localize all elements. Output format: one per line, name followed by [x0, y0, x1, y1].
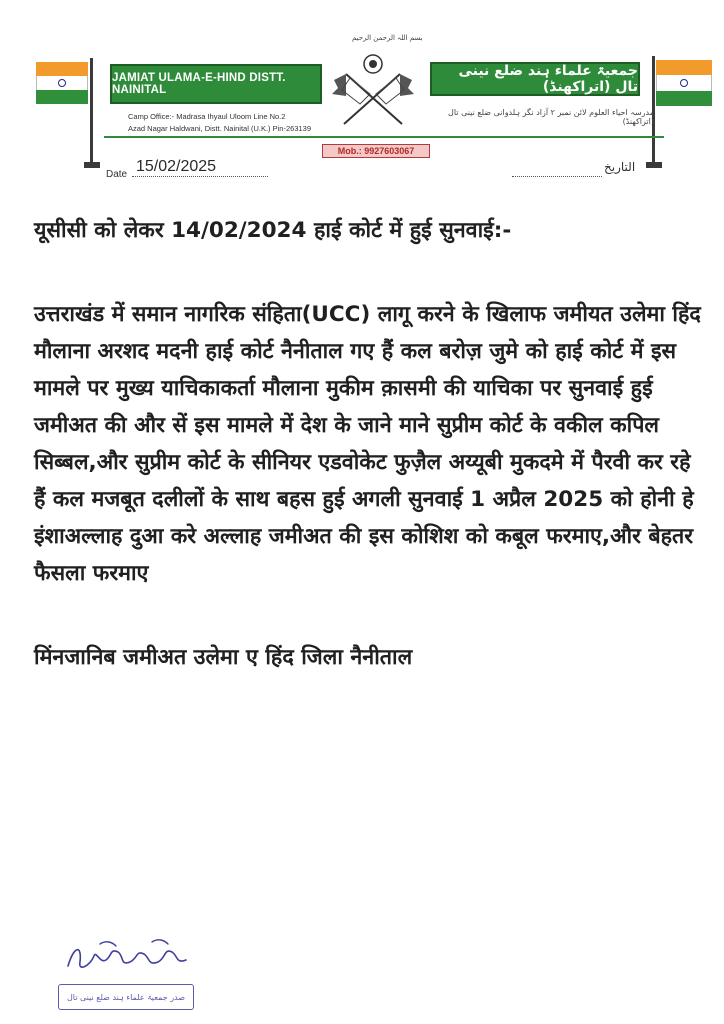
- camp-office-address: [128, 111, 311, 135]
- crossed-flags-emblem-icon: [330, 44, 416, 130]
- flag-pole-left: [90, 58, 93, 168]
- letter-sign-off: मिंनजानिब जमीअत उलेमा ए हिंद जिला नैनीताल: [34, 645, 413, 670]
- date-label: Date: [106, 169, 128, 180]
- tarikh-dotted-line: [512, 176, 602, 177]
- tarikh-label: التاریخ: [604, 160, 636, 174]
- indian-flag-left-icon: [36, 62, 88, 104]
- date-value: 15/02/2025: [136, 158, 217, 175]
- camp-office-line-1: Camp Office:- Madrasa Ihyaul Uloom Line No.2: [128, 112, 286, 121]
- address-urdu: مدرسہ احیاء العلوم لائن نمبر ۲ آزاد نگر ہلدوانی ضلع نینی تال (اتراکھنڈ): [448, 108, 654, 126]
- bismillah-text: بسم اللہ الرحمن الرحیم: [352, 34, 423, 42]
- indian-flag-right-icon: [656, 60, 712, 106]
- flag-pole-base-right: [646, 162, 662, 168]
- flag-pole-base-left: [84, 162, 100, 168]
- org-name-urdu: جمعیۃ علماء ہند ضلع نینی تال (اتراکھنڈ): [430, 62, 640, 96]
- letterhead-divider: [104, 136, 664, 138]
- letter-heading: यूसीसी को लेकर 14/02/2024 हाई कोर्ट में हुई सुनवाई:-: [34, 218, 512, 243]
- official-stamp: صدر جمعیۃ علماء ہند ضلع نینی تال: [58, 984, 194, 1010]
- letter-content: [34, 212, 704, 676]
- date-dotted-line: [132, 176, 268, 177]
- letterhead: [0, 0, 724, 190]
- handwritten-signature: [60, 936, 200, 980]
- camp-office-line-2: Azad Nagar Haldwani, Distt. Nainital (U.K.) Pin-263139: [128, 124, 311, 133]
- mobile-number-badge: Mob.: 9927603067: [322, 144, 430, 158]
- letter-body: उत्तराखंड में समान नागरिक संहिता(UCC) लागू करने के खिलाफ जमीयत उलेमा हिंद मौलाना अरशद मदनी हाई कोर्ट नैनीताल गए हैं कल बरोज़ जुमे को हाई कोर्ट में इस मामले पर मुख्य याचिकाकर्ता मौलाना मुकीम क़ासमी की याचिका पर सुनवाई हुई जमीअत की और सें इस मामले में देश के जाने माने सुप्रीम कोर्ट के वकील कपिल सिब्बल,और सुप्रीम कोर्ट के सीनियर एडवोकेट फुज़ैल अय्यूबी मुकदमे में पैरवी कर रहे हैं कल मजबूत दलीलों के साथ बहस हुई अगली सुनवाई 1 अप्रैल 2025 को होनी हे इंशाअल्लाह दुआ करे अल्लाह जमीअत की इस कोशिश को कबूल फरमाए,और बेहतर फैसला फरमाए: [34, 302, 701, 586]
- org-name-english: JAMIAT ULAMA-E-HIND DISTT. NAINITAL: [110, 64, 322, 104]
